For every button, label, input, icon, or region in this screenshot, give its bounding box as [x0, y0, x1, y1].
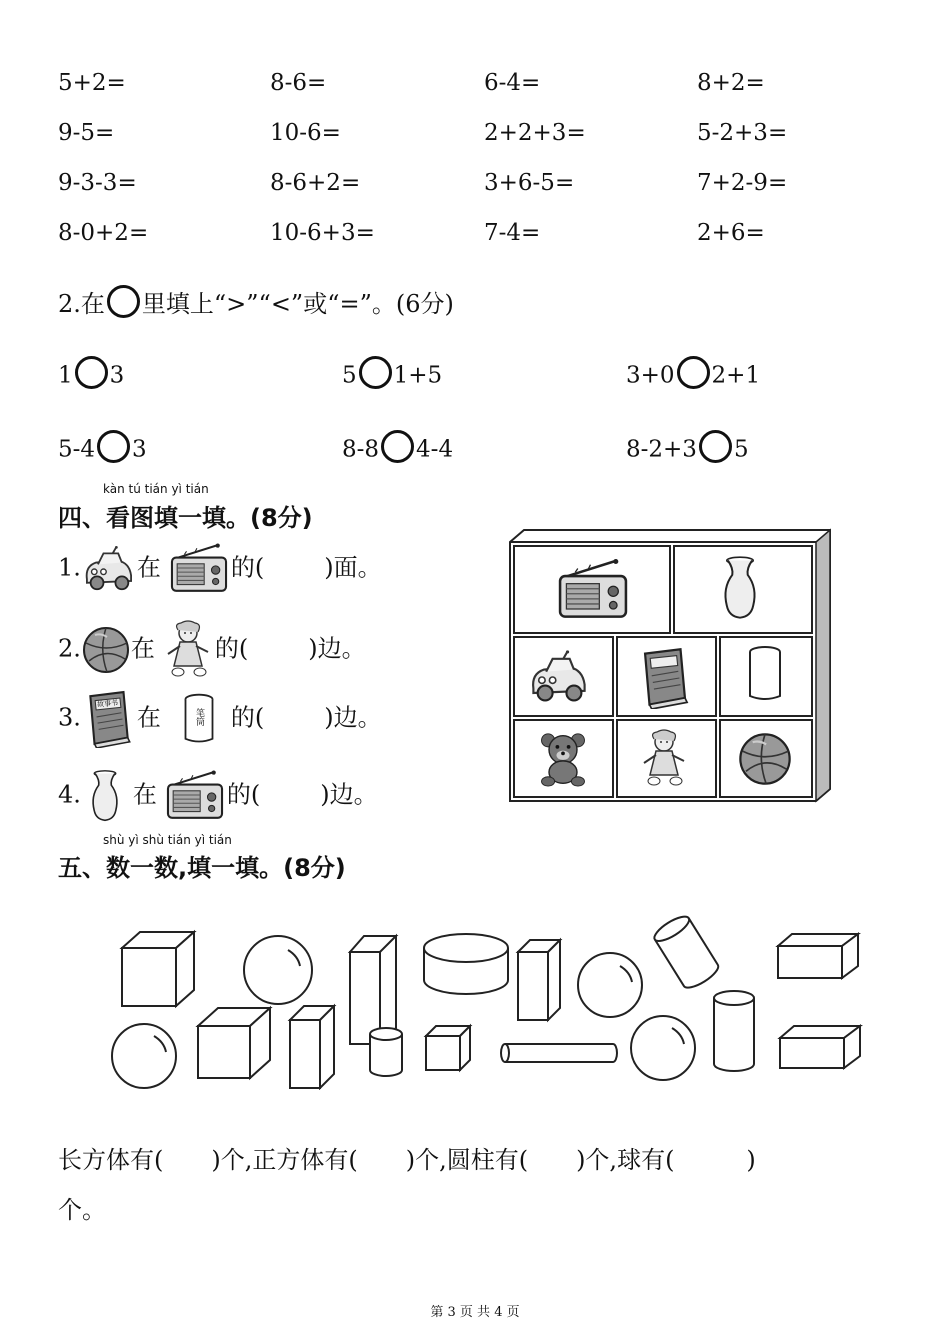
equation: 3+6-5= — [484, 170, 575, 196]
question-number: 1. — [58, 553, 81, 582]
word-de: 的( — [230, 703, 265, 732]
radio-icon — [167, 543, 231, 595]
question-tail: )边。 — [324, 703, 382, 732]
word-zai: 在 — [136, 553, 161, 582]
doll-icon — [163, 620, 215, 680]
compare-prompt — [58, 284, 454, 322]
equation: 7+2-9= — [697, 170, 788, 196]
circle-icon — [107, 285, 140, 318]
compare-right: 3 — [109, 362, 125, 389]
book-label: 故事书 — [96, 698, 119, 709]
compare-right: 4-4 — [416, 436, 454, 463]
shelf-illustration — [505, 525, 835, 805]
ball-icon — [740, 734, 789, 783]
compare-item — [342, 434, 453, 467]
compare-left: 5 — [342, 362, 357, 389]
equation: 9-5= — [58, 120, 115, 146]
compare-item — [58, 360, 124, 393]
shapes-illustration — [100, 910, 870, 1090]
section4-heading: 四、看图填一填。(8分) — [58, 504, 313, 532]
cube-shape — [426, 1026, 470, 1070]
radio-icon — [163, 770, 227, 822]
story-book-icon — [85, 690, 133, 748]
answer-circle[interactable] — [97, 430, 130, 463]
word-zai: 在 — [132, 780, 157, 809]
compare-left: 8-8 — [342, 436, 380, 463]
answer-circle[interactable] — [699, 430, 732, 463]
cube-shape — [122, 932, 194, 1006]
compare-right: 1+5 — [393, 362, 443, 389]
word-de: 的( — [230, 553, 265, 582]
word-zai: 在 — [136, 703, 161, 732]
toy-car-icon — [81, 546, 137, 592]
compare-right: 3 — [132, 436, 147, 463]
shelf-side — [816, 530, 830, 801]
equation: 8-6+2= — [270, 170, 361, 196]
pen-holder-icon — [181, 691, 217, 747]
question-tail: )面。 — [324, 553, 382, 582]
question-row — [58, 768, 378, 824]
equation: 10-6+3= — [270, 220, 375, 246]
equation: 8+2= — [697, 70, 765, 96]
compare-prompt-end: 里填上“>”“<”或“=”。(6分) — [141, 290, 454, 318]
pen-holder-icon — [750, 647, 780, 699]
question-tail: )边。 — [308, 634, 366, 663]
word-zai: 在 — [130, 634, 155, 663]
cuboid-shape — [290, 1006, 334, 1088]
pen-label: 笔筒 — [193, 708, 204, 726]
section5-pinyin: shù yì shù tián yì tián — [103, 833, 232, 847]
equation: 7-4= — [484, 220, 541, 246]
question-row — [58, 690, 382, 748]
question-number: 2. — [58, 634, 81, 663]
section5-heading: 五、数一数,填一填。(8分) — [58, 854, 346, 882]
equation: 2+6= — [697, 220, 765, 246]
cylinder-shape — [501, 1044, 617, 1062]
word-de: 的( — [226, 780, 261, 809]
question-row — [58, 543, 382, 595]
compare-prompt-start: 2.在 — [58, 290, 105, 318]
vase-icon — [87, 768, 123, 824]
compare-left: 1 — [58, 362, 73, 389]
equation: 2+2+3= — [484, 120, 586, 146]
question-number: 4. — [58, 780, 81, 809]
sphere-shape — [578, 953, 642, 1017]
equation: 10-6= — [270, 120, 341, 146]
question-tail: )边。 — [320, 780, 378, 809]
cylinder-shape — [370, 1028, 402, 1076]
ball-icon — [81, 625, 131, 675]
sphere-shape — [631, 1016, 695, 1080]
count-answer-line: 长方体有( )个,正方体有( )个,圆柱有( )个,球有( ) — [58, 1146, 756, 1174]
compare-left: 3+0 — [626, 362, 675, 389]
sphere-shape — [244, 936, 312, 1004]
equation: 5-2+3= — [697, 120, 788, 146]
answer-circle[interactable] — [381, 430, 414, 463]
equation: 8-6= — [270, 70, 327, 96]
equation: 5+2= — [58, 70, 126, 96]
story-book-icon — [645, 649, 687, 709]
compare-left: 5-4 — [58, 436, 96, 463]
question-row — [58, 620, 366, 680]
cuboid-shape — [778, 934, 858, 978]
page-footer: 第 3 页 共 4 页 — [430, 1305, 520, 1320]
compare-right: 2+1 — [711, 362, 761, 389]
section4-pinyin: kàn tú tián yì tián — [103, 482, 209, 496]
equation: 9-3-3= — [58, 170, 137, 196]
compare-item — [58, 434, 147, 467]
answer-circle[interactable] — [75, 356, 108, 389]
cube-shape — [198, 1008, 270, 1078]
count-answer-line2: 个。 — [58, 1196, 106, 1224]
question-number: 3. — [58, 703, 81, 732]
compare-right: 5 — [733, 436, 749, 463]
sphere-shape — [112, 1024, 176, 1088]
answer-circle[interactable] — [359, 356, 392, 389]
compare-item — [626, 434, 749, 467]
answer-circle[interactable] — [677, 356, 710, 389]
cuboid-shape — [518, 940, 560, 1020]
compare-item — [626, 360, 760, 393]
word-de: 的( — [214, 634, 249, 663]
cylinder-shape — [651, 912, 721, 992]
equation: 6-4= — [484, 70, 541, 96]
cylinder-shape — [714, 991, 754, 1071]
cuboid-shape — [780, 1026, 860, 1068]
cylinder-shape — [424, 934, 508, 994]
compare-left: 8-2+3 — [626, 436, 697, 463]
equation: 8-0+2= — [58, 220, 149, 246]
compare-item — [342, 360, 442, 393]
